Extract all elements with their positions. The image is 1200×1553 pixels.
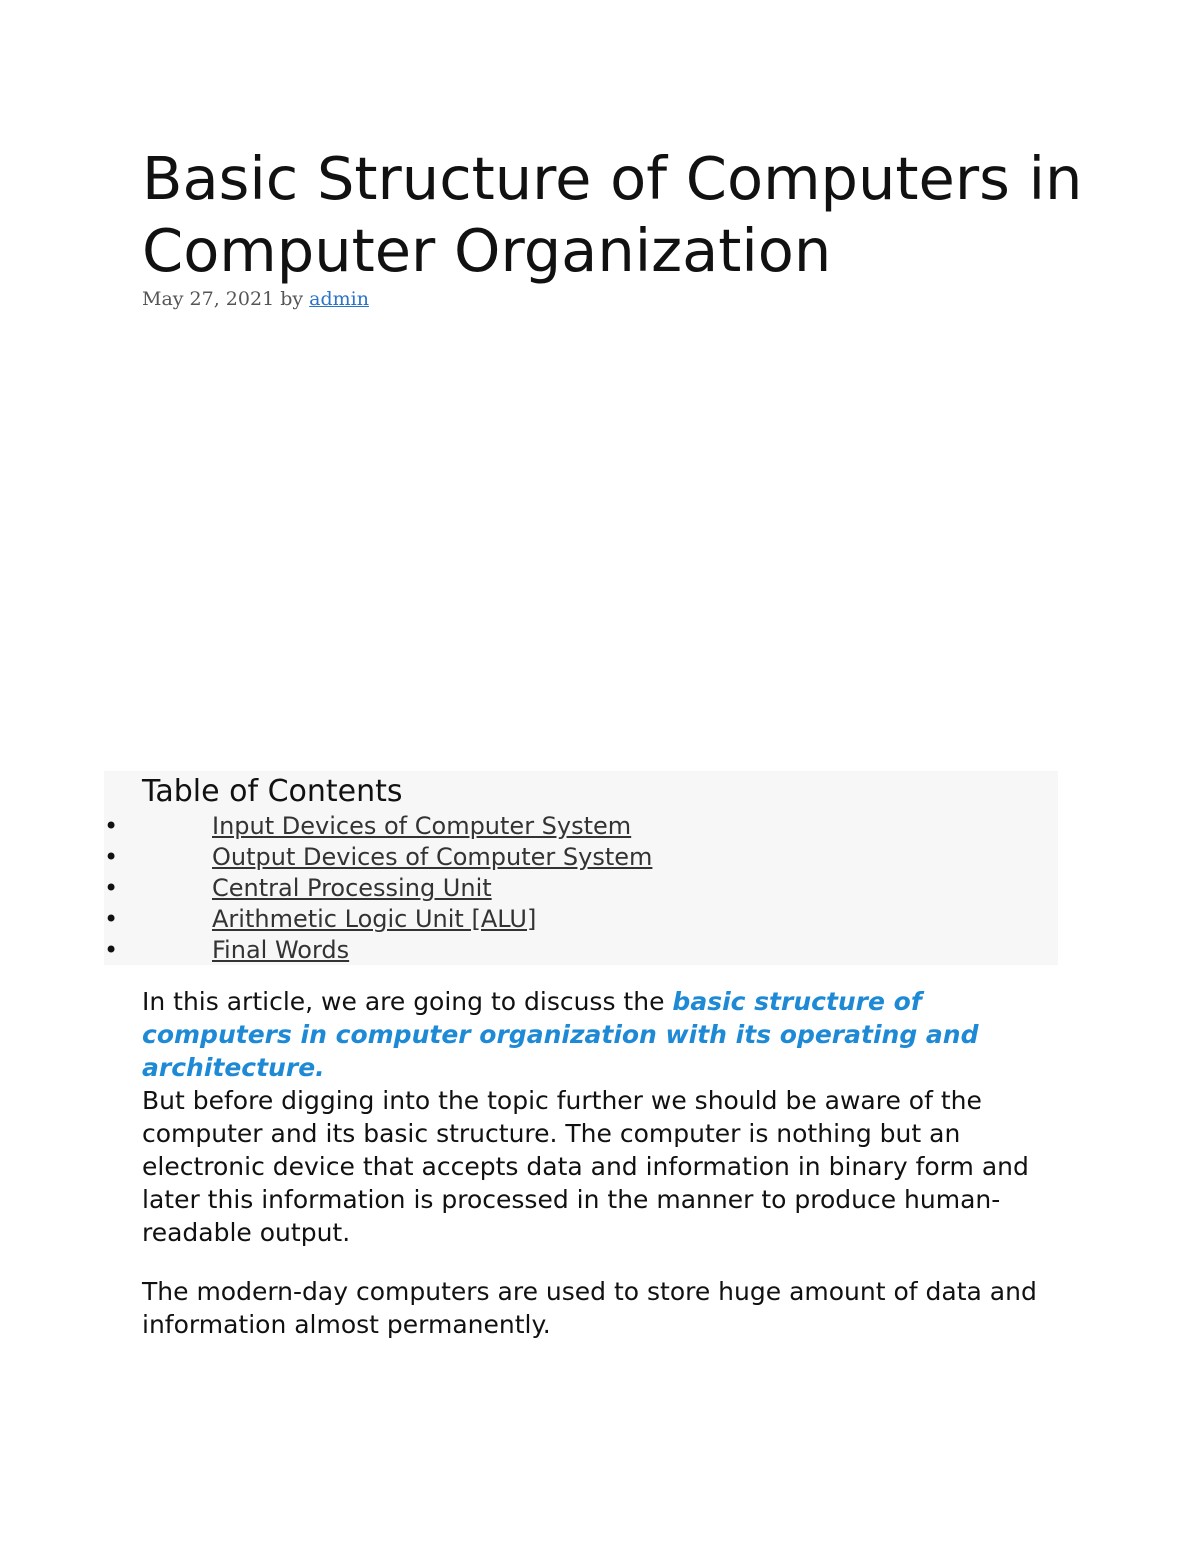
bullet-icon: • xyxy=(104,812,119,840)
article-meta xyxy=(142,285,369,313)
toc-link-final-words[interactable]: Final Words xyxy=(212,936,350,964)
intro-text: In this article, we are going to discuss the xyxy=(142,987,673,1016)
author-link[interactable]: admin xyxy=(309,288,369,310)
bullet-icon: • xyxy=(104,843,119,871)
toc-link-output-devices[interactable]: Output Devices of Computer System xyxy=(212,843,653,871)
table-of-contents xyxy=(104,771,1058,965)
toc-link-alu[interactable]: Arithmetic Logic Unit [ALU] xyxy=(212,905,537,933)
article-body xyxy=(142,985,1042,1341)
toc-item xyxy=(104,904,1044,935)
toc-link-cpu[interactable]: Central Processing Unit xyxy=(212,874,492,902)
toc-item xyxy=(104,935,1044,966)
body-paragraph: The modern-day computers are used to store huge amount of data and information almost permanently. xyxy=(142,1277,1037,1339)
bullet-icon: • xyxy=(104,905,119,933)
toc-item xyxy=(104,842,1044,873)
toc-item xyxy=(104,811,1044,842)
toc-link-input-devices[interactable]: Input Devices of Computer System xyxy=(212,812,632,840)
bullet-icon: • xyxy=(104,936,119,964)
toc-heading: Table of Contents xyxy=(142,774,403,809)
toc-item xyxy=(104,873,1044,904)
bullet-icon: • xyxy=(104,874,119,902)
intro-paragraph xyxy=(142,985,1042,1084)
article-title: Basic Structure of Computers in Computer Organization xyxy=(142,144,1083,285)
by-label: by xyxy=(280,288,304,310)
post-date: May 27, 2021 xyxy=(142,288,275,310)
toc-list xyxy=(104,811,1044,966)
intro-highlight: basic structure of computers in computer organization with its operating and architecture. xyxy=(142,987,979,1082)
body-paragraph: But before digging into the topic further we should be aware of the computer and its basic structure. The computer is nothing but an electronic device that accepts data and information in binary form and later this information is processed in the manner to produce human-readable output. xyxy=(142,1086,1029,1247)
